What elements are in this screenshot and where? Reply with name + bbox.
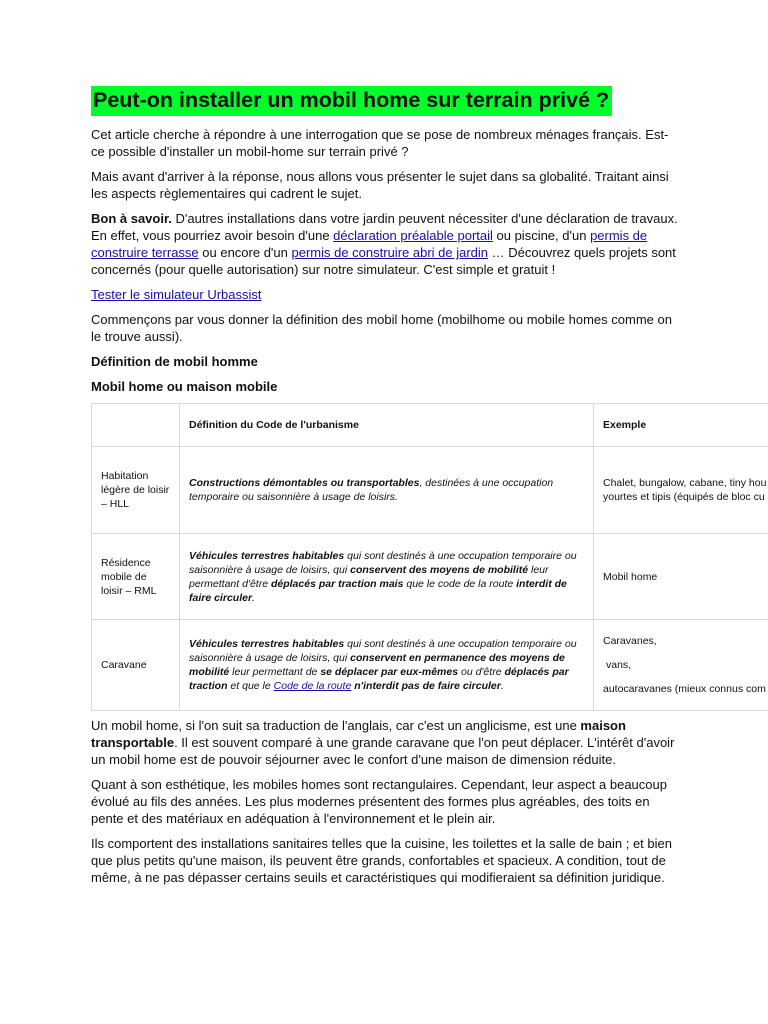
definitions-table [91,403,768,711]
def-segment: Constructions démontables ou transportables [189,477,420,489]
example-line: Caravanes, [603,635,657,647]
declaration-portail-link[interactable]: déclaration préalable portail [333,228,493,243]
article-content-continued [91,717,679,886]
body-paragraph-2: Quant à son esthétique, les mobiles homes sont rectangulaires. Cependant, leur aspect a beaucoup évolué au fils des années. Les plus modernes présentent des formes plus agréables, des toits en pente et des matériaux en adéquation à l'environnement et le plein air. [91,777,667,826]
simulator-link[interactable]: Tester le simulateur Urbassist [91,287,262,302]
example-line: Chalet, bungalow, cabane, tiny hou [603,477,767,489]
def-segment: déplacés par traction [189,666,569,692]
def-segment: interdit de faire circuler [189,577,567,604]
table-header-definition: Définition du Code de l'urbanisme [180,404,594,447]
row-example [594,447,768,534]
body-paragraph-1 [91,717,679,768]
table-header-row [92,404,768,447]
note-text-4: … Découvrez quels projets sont concernés (pour quelle autorisation) sur notre simulateur. C'est simple et gratuit ! [91,245,676,277]
heading-mobile-home: Mobil home ou maison mobile [91,379,278,394]
note-text-3: ou encore d'un [198,245,292,260]
def-segment: leur permettant de [229,666,321,678]
row-term: Résidence mobile de loisir – RML [92,534,180,620]
row-term: Caravane [92,620,180,711]
def-segment: que le code de la route [403,577,517,590]
def-segment: . [500,680,504,692]
page-title: Peut-on installer un mobil home sur terrain privé ? [91,86,612,116]
def-segment: qui sont destinés à une occupation temporaire ou saisonnière à usage de loisirs, qui [189,549,577,576]
line-gap [603,672,759,682]
body-paragraph-3: Ils comportent des installations sanitaires telles que la cuisine, les toilettes et la salle de bain ; et bien que plus petits qu'une maison, ils peuvent être grands, confortables et spacieux. A condition, tout de même, à ne pas dépasser certains seuils et caractéristiques qui modifieraient sa définition juridique. [91,836,672,885]
row-definition [180,620,594,711]
intro-paragraph-2: Mais avant d'arriver à la réponse, nous allons vous présenter le sujet dans sa globalité. Traitant ainsi les aspects règlementaires qui cadrent le sujet. [91,169,669,201]
example-line: yourtes et tipis (équipés de bloc cu [603,491,765,503]
body1-bold: maison transportable [91,718,626,750]
permis-terrasse-link[interactable]: permis de construire terrasse [91,228,648,260]
def-segment: conservent en permanence des moyens de mobilité [189,652,565,678]
table-row [92,447,768,534]
example-line: autocaravanes (mieux connus com [603,683,766,695]
def-segment: conservent des moyens de mobilité [350,563,529,576]
def-segment: n'interdit pas de faire circuler [351,680,501,692]
example-line: Mobil home [603,570,658,583]
note-text-2: ou piscine, d'un [492,228,591,243]
table-header-example: Exemple [594,404,768,447]
def-segment: se déplacer par eux-mêmes [320,666,459,678]
table-header-empty [92,404,180,447]
intro-paragraph-1: Cet article cherche à répondre à une interrogation que se pose de nombreux ménages français. Est-ce possible d'installer un mobil-home sur terrain privé ? [91,127,669,159]
example-line: vans, [606,659,632,671]
def-segment: Véhicules terrestres habitables [189,638,345,650]
row-example [594,534,768,620]
def-segment: déplacés par traction mais [270,577,404,590]
row-definition [180,447,594,534]
table-row [92,620,768,711]
def-segment: ou d'être [458,666,505,678]
def-segment: leur permettant d'être [189,563,549,590]
def-segment: , destinées à une occupation temporaire ou saisonnière à usage de loisirs. [189,477,554,503]
note-paragraph [91,210,679,278]
def-segment: Véhicules terrestres habitables [189,549,345,562]
permis-abri-jardin-link[interactable]: permis de construire abri de jardin [291,245,489,260]
body1-text-1: Un mobil home, si l'on suit sa traduction de l'anglais, car c'est un anglicisme, est une [91,718,581,733]
simulator-paragraph [91,286,679,303]
table-row [92,534,768,620]
code-de-la-route-link[interactable]: Code de la route [273,680,352,692]
row-definition [180,534,594,620]
body1-text-2: . Il est souvent comparé à une grande caravane que l'on peut déplacer. L'intérêt d'avoir un mobil home est de pouvoir séjourner avec le confort d'une maison de dimension réduite. [91,735,675,767]
note-lead: Bon à savoir. [91,211,172,226]
row-term: Habitation légère de loisir – HLL [92,447,180,534]
definition-intro: Commençons par vous donner la définition des mobil home (mobilhome ou mobile homes comme on le trouve aussi). [91,312,672,344]
note-text-1: D'autres installations dans votre jardin peuvent nécessiter d'une déclaration de travaux. En effet, vous pourriez avoir besoin d'une [91,211,678,243]
def-segment: . [252,591,255,604]
heading-definition: Définition de mobil homme [91,354,258,369]
article-content [91,86,679,395]
article [91,86,768,894]
row-example [594,620,768,711]
def-segment: qui sont destinés à une occupation temporaire ou saisonnière à usage de loisirs, qui [189,638,577,664]
def-segment: et que le [227,680,274,692]
line-gap [603,648,759,658]
